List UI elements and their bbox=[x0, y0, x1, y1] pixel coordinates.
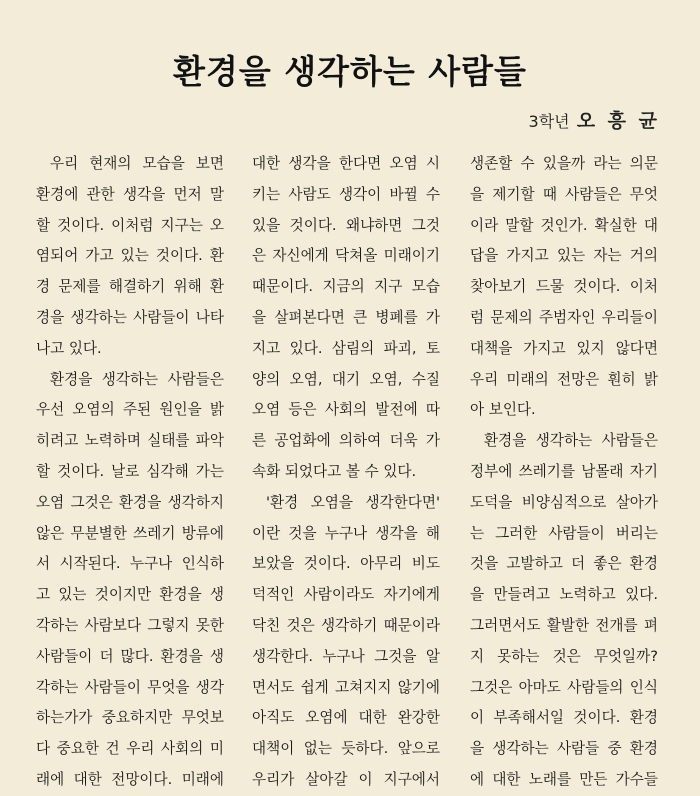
text-line: 다 중요한 건 우리 사회의 미 bbox=[36, 740, 224, 758]
text-line: 환경을 생각하는 사람들은 bbox=[484, 432, 658, 450]
text-line: 않은 무분별한 쓰레기 방류에 bbox=[36, 524, 224, 542]
text-line: 지 못하는 것은 무엇일까? bbox=[470, 647, 658, 665]
text-line: 이라 말할 것인가. 확실한 대 bbox=[470, 216, 658, 234]
text-line: 에 대한 노래를 만든 가수들 bbox=[470, 770, 658, 788]
text-line: 경을 생각하는 사람들이 나타 bbox=[36, 308, 224, 326]
text-line: 있을 것이다. 왜냐하면 그것 bbox=[252, 216, 440, 234]
text-line: 면서도 쉽게 고쳐지지 않기에 bbox=[252, 678, 440, 696]
text-line: 그러면서도 활발한 전개를 펴 bbox=[470, 616, 658, 634]
text-line: 덕적인 사람이라도 자기에게 bbox=[252, 586, 440, 604]
text-line: 그것은 아마도 사람들의 인식 bbox=[470, 678, 658, 696]
text-line: 우리 현재의 모습을 보면 bbox=[50, 155, 224, 172]
text-line: 도덕을 비양심적으로 살아가 bbox=[470, 493, 658, 511]
author-byline bbox=[529, 106, 660, 133]
text-line: 우리 미래의 전망은 훤히 밝 bbox=[470, 370, 658, 388]
text-line: 지고 있다. 삼림의 파괴, 토 bbox=[252, 339, 440, 357]
text-line: 환경을 생각하는 사람들은 bbox=[50, 370, 224, 388]
text-line: 이란 것을 누구나 생각을 해 bbox=[252, 524, 440, 542]
text-line: 각하는 사람들이 무엇을 생각 bbox=[36, 678, 224, 696]
text-line: 생각한다. 누구나 그것을 알 bbox=[252, 647, 440, 665]
text-line: 럼 문제의 주범자인 우리들이 bbox=[470, 308, 658, 326]
text-line: 을 만들려고 노력하고 있다. bbox=[470, 586, 658, 604]
author-name: 오 흥 균 bbox=[576, 110, 660, 132]
text-line: 찾아보기 드물 것이다. 이처 bbox=[470, 278, 658, 296]
text-line: 는 그러한 사람들이 버리는 bbox=[470, 524, 658, 542]
text-line: 할 것이다. 날로 심각해 가는 bbox=[36, 462, 224, 480]
text-line: 키는 사람도 생각이 바뀔 수 bbox=[252, 185, 440, 203]
article-title: 환경을 생각하는 사람들 bbox=[173, 52, 527, 91]
text-line: 우리가 살아갈 이 지구에서 bbox=[252, 770, 440, 788]
text-line: 각하는 사람보다 그렇지 못한 bbox=[36, 616, 224, 634]
text-line: 보았을 것이다. 아무리 비도 bbox=[252, 555, 440, 573]
text-line: 은 자신에게 닥쳐올 미래이기 bbox=[252, 247, 440, 265]
text-line: 우선 오염의 주된 원인을 밝 bbox=[36, 401, 224, 419]
text-line: 오염 그것은 환경을 생각하지 bbox=[36, 493, 224, 511]
text-line: 을 제기할 때 사람들은 무엇 bbox=[470, 185, 658, 203]
text-column-1 bbox=[36, 149, 224, 796]
text-line: 할 것이다. 이처럼 지구는 오 bbox=[36, 216, 224, 234]
text-line: 대책을 가지고 있지 않다면 bbox=[470, 339, 658, 357]
text-line: 서 시작된다. 누구나 인식하 bbox=[36, 555, 224, 573]
text-line: 오염 등은 사회의 발전에 따 bbox=[252, 401, 440, 419]
text-line: 이 부족해서일 것이다. 환경 bbox=[470, 709, 658, 727]
text-line: 때문이다. 지금의 지구 모습 bbox=[252, 278, 440, 296]
text-line: 염되어 가고 있는 것이다. 환 bbox=[36, 247, 224, 265]
text-column-3 bbox=[470, 149, 658, 796]
text-line: 른 공업화에 의하여 더욱 가 bbox=[252, 432, 440, 450]
author-grade: 3학년 bbox=[528, 112, 570, 131]
text-line: 속화 되었다고 볼 수 있다. bbox=[252, 462, 417, 480]
text-line: 아 보인다. bbox=[470, 401, 536, 419]
text-line: 정부에 쓰레기를 남몰래 자기 bbox=[470, 462, 658, 480]
text-line: 대책이 없는 듯하다. 앞으로 bbox=[252, 740, 440, 758]
text-line: '환경 오염을 생각한다면' bbox=[266, 493, 440, 511]
text-line: 히려고 노력하며 실태를 파악 bbox=[36, 432, 224, 450]
text-line: 아직도 오염에 대한 완강한 bbox=[252, 709, 440, 727]
text-line: 환경에 관한 생각을 먼저 말 bbox=[36, 185, 224, 203]
text-line: 것을 고발하고 더 좋은 환경 bbox=[470, 555, 658, 573]
text-line: 닥친 것은 생각하기 때문이라 bbox=[252, 616, 440, 634]
text-line: 대한 생각을 한다면 오염 시 bbox=[252, 155, 440, 172]
text-line: 하는가가 중요하지만 무엇보 bbox=[36, 709, 224, 727]
text-line: 을 생각하는 사람들 중 환경 bbox=[470, 740, 658, 758]
text-column-2 bbox=[252, 149, 440, 796]
text-line: 고 있는 것이지만 환경을 생 bbox=[36, 586, 224, 604]
text-line: 생존할 수 있을까 라는 의문 bbox=[470, 155, 658, 172]
text-line: 을 살펴본다면 큰 병폐를 가 bbox=[252, 308, 440, 326]
text-line: 경 문제를 해결하기 위해 환 bbox=[36, 278, 224, 296]
text-line: 래에 대한 전망이다. 미래에 bbox=[36, 770, 224, 788]
text-line: 사람들이 더 많다. 환경을 생 bbox=[36, 647, 224, 665]
text-line: 양의 오염, 대기 오염, 수질 bbox=[252, 370, 440, 388]
text-line: 답을 가지고 있는 자는 거의 bbox=[470, 247, 658, 265]
text-line: 나고 있다. bbox=[36, 339, 102, 357]
